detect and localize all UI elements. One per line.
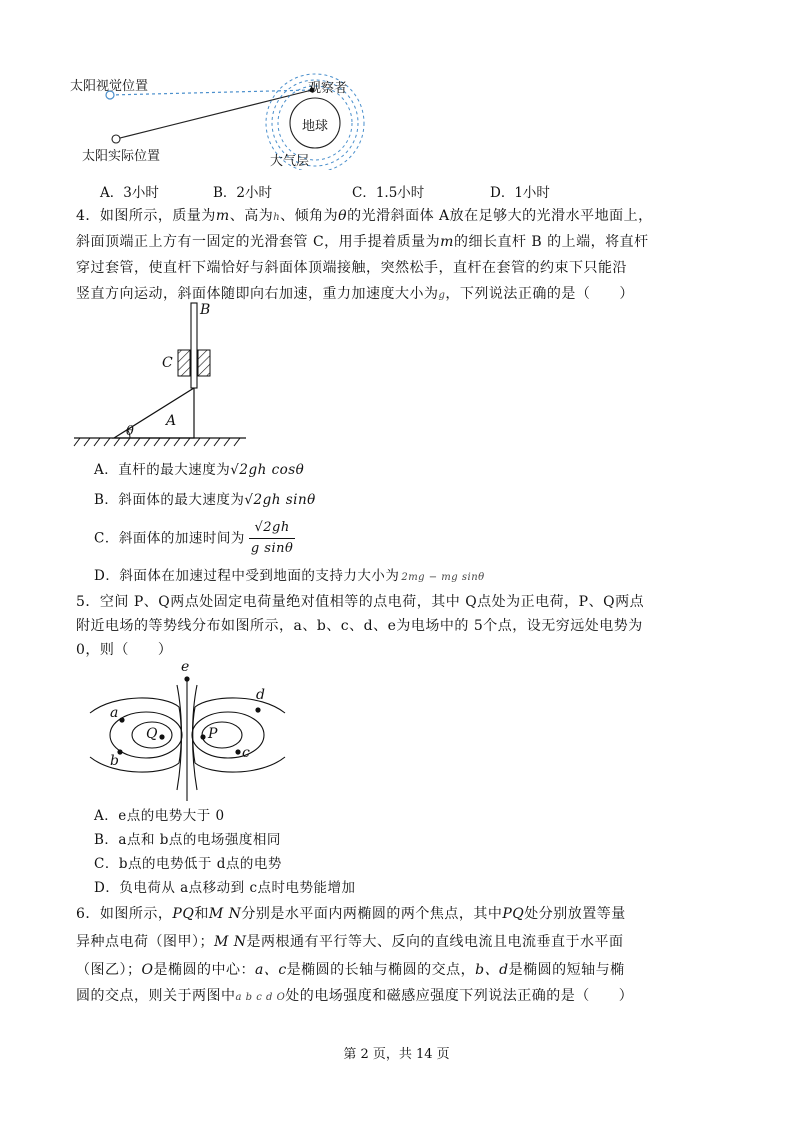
q5-option-c[interactable]: C．b点的电势低于 d点的电势 [94, 856, 282, 872]
q5-line-1: 5．空间 P、Q两点处固定电荷量绝对值相等的点电荷，其中 Q点处为正电荷，P、Q两点 [76, 594, 645, 610]
q3-option-b[interactable]: B．2小时 [213, 185, 273, 201]
point-q [159, 734, 164, 739]
label-earth: 地球 [302, 119, 329, 134]
q3-option-c[interactable]: C．1.5小时 [352, 185, 425, 201]
point-d [255, 707, 260, 712]
label-atmosphere: 大气层 [270, 154, 310, 169]
label-theta: θ [126, 424, 134, 439]
q4-option-d[interactable]: D．斜面体在加速过程中受到地面的支持力大小为 2mg − mg sinθ [94, 568, 485, 584]
q6-line-3: （图乙）；O是椭圆的中心：a、c是椭圆的长轴与椭圆的交点，b、d是椭圆的短轴与椭 [76, 962, 625, 978]
curve-right-outer-top [195, 698, 285, 713]
q4-option-b[interactable]: B．斜面体的最大速度为√2gh sinθ [94, 492, 316, 508]
q5-option-b[interactable]: B．a点和 b点的电场强度相同 [94, 832, 281, 848]
label-q: Q [146, 726, 158, 742]
q4-option-c[interactable]: C．斜面体的加速时间为 $\frac{√2gh}{\text{g sinθ}}$ [94, 520, 294, 556]
q4-line-2: 斜面顶端正上方有一固定的光滑套管 C，用手提着质量为m的细长直杆 B 的上端，将直杆 [76, 234, 649, 250]
label-actual-position: 太阳实际位置 [82, 149, 161, 164]
actual-ray [116, 90, 312, 139]
q4-line-3: 穿过套管，使直杆下端恰好与斜面体顶端接触，突然松手，直杆在套管的约束下只能沿 [76, 260, 627, 276]
point-c [235, 749, 240, 754]
curve-right-outer-bottom [195, 757, 285, 772]
q4-line-1: 4．如图所示，质量为m、高为h、倾角为θ的光滑斜面体 A放在足够大的光滑水平地面上， [76, 208, 653, 224]
label-c: c [242, 745, 250, 761]
refraction-figure [70, 65, 390, 170]
q3-option-a[interactable]: A．3小时 [100, 185, 159, 201]
sun-actual-dot [112, 135, 120, 143]
q5-option-d[interactable]: D．负电荷从 a点移动到 c点时电势能增加 [94, 880, 356, 896]
label-b: B [200, 302, 211, 318]
label-observer: 观察者 [308, 81, 348, 96]
label-a: A [166, 413, 177, 429]
label-b: b [110, 753, 119, 769]
q4-line-4: 竖直方向运动，斜面体随即向右加速，重力加速度大小为g，下列说法正确的是（ ） [76, 286, 634, 302]
label-e: e [181, 659, 190, 675]
q3-options [100, 181, 700, 201]
q6-line-1: 6．如图所示，PQ和M N分别是水平面内两椭圆的两个焦点，其中PQ处分别放置等量 [76, 906, 626, 922]
sleeve-right [198, 350, 210, 376]
point-a [119, 717, 124, 722]
sleeve-left [178, 350, 190, 376]
point-e [184, 676, 189, 681]
curve-left-outer-bottom [90, 757, 179, 772]
label-p: P [208, 726, 218, 742]
label-a: a [110, 705, 119, 721]
q5-line-2: 附近电场的等势线分布如图所示，a、b、c、d、e为电场中的 5个点，设无穷远处电势为 [76, 618, 643, 634]
incline-figure [70, 300, 270, 450]
ground-hatch [74, 438, 240, 446]
q6-line-2: 异种点电荷（图甲）；M N是两根通有平行等大、反向的直线电流且电流垂直于水平面 [76, 934, 624, 950]
label-d: d [256, 687, 265, 703]
equipotential-figure [80, 659, 300, 805]
curve-left-outer-top [90, 698, 179, 713]
q3-option-d[interactable]: D．1小时 [490, 185, 550, 201]
q6-line-4: 圆的交点，则关于两图中a b c d O处的电场强度和磁感应强度下列说法正确的是（ ） [76, 988, 634, 1004]
page-footer: 第 2 页，共 14 页 [343, 1047, 450, 1062]
point-p [200, 734, 205, 739]
rod-b [191, 303, 197, 388]
equipotential-diagram [80, 665, 300, 805]
q5-line-3: 0，则（ ） [76, 642, 173, 658]
q4-option-a[interactable]: A．直杆的最大速度为√2gh cosθ [94, 462, 305, 478]
label-c: C [162, 355, 173, 371]
q5-option-a[interactable]: A．e点的电势大于 0 [94, 808, 225, 824]
label-visual-position: 太阳视觉位置 [70, 79, 149, 94]
